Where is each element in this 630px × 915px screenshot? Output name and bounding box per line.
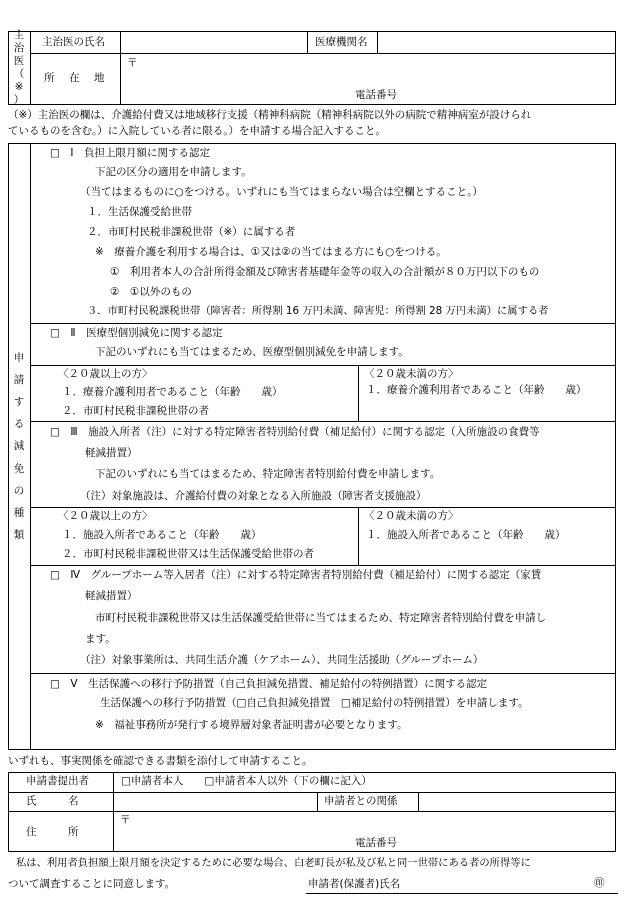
section-1-option[interactable]: ３．市町村民税課税世帯（障害者：所得割 16 万円未満、障害児：所得割 28 万円未満）に属する者 bbox=[87, 305, 549, 317]
institution-label: 医療機関名 bbox=[315, 36, 368, 48]
section-3-adult-option[interactable]: １．施設入所者であること（年齢 歳） bbox=[62, 529, 262, 541]
submitter-name-label: 氏 名 bbox=[26, 795, 79, 807]
consent-line-2: ついて調査することに同意します。 bbox=[8, 878, 176, 890]
section-3-title-cont: 軽減措置） bbox=[85, 447, 138, 459]
attachment-note: いずれも、事実関係を確認できる書類を添付して申請すること。 bbox=[8, 755, 313, 767]
section-2-minor-option[interactable]: １．療養介護利用者であること（年齢 歳） bbox=[366, 384, 587, 396]
doctor-address-field[interactable] bbox=[140, 56, 610, 88]
section-3-line: （注）対象施設は、介護給付費の対象となる入所施設（障害者支援施設） bbox=[80, 490, 427, 502]
section-4-title[interactable]: □ Ⅳ グループホーム等入居者（注）に対する特定障害者特別給付費（補足給付）に関する認定（家賃 bbox=[50, 569, 542, 581]
section-4-line: 市町村民税非課税世帯又は生活保護受給世帯に当てはまるため、特定障害者特別給付費を申請し bbox=[95, 612, 547, 624]
section-1-option[interactable]: １．生活保護受給世帯 bbox=[87, 206, 192, 218]
signature-field[interactable] bbox=[408, 876, 588, 892]
doctor-name-field[interactable] bbox=[122, 33, 306, 51]
section-2-adult-option[interactable]: ２．市町村民税非課税世帯の者 bbox=[62, 405, 209, 417]
section-4-title-cont: 軽減措置） bbox=[85, 590, 138, 602]
doctor-note-line-1: （※）主治医の欄は、介護給付費又は地域移行支援（精神科病院（精神科病院以外の病院で精神病室が設けられ bbox=[8, 109, 532, 121]
section-2-minor-header: 〈２０歳未満の方〉 bbox=[364, 368, 459, 380]
section-2-line: 下記のいずれにも当てはまるため、医療型個別減免を申請します。 bbox=[95, 346, 409, 358]
relation-label: 申請者との関係 bbox=[324, 795, 398, 807]
section-1-title[interactable]: □ Ⅰ 負担上限月額に関する認定 bbox=[50, 147, 211, 159]
signature-label: 申請者(保護者)氏名 bbox=[308, 878, 401, 890]
submitter-label: 申請書提出者 bbox=[26, 775, 89, 787]
doctor-side-label: 主 治 医 （ ※ ） bbox=[13, 28, 25, 107]
doctor-name-label: 主治医の氏名 bbox=[42, 36, 105, 48]
section-5-title[interactable]: □ Ⅴ 生活保護への移行予防措置（自己負担減免措置、補足給付の特例措置）に関する認定 bbox=[50, 678, 488, 690]
submitter-phone-label: 電話番号 bbox=[355, 837, 397, 849]
doctor-address-label: 所 在 地 bbox=[44, 72, 107, 84]
doctor-postal-mark: 〒 bbox=[127, 57, 138, 69]
seal-mark: ㊞ bbox=[594, 877, 605, 889]
section-5-line[interactable]: 生活保護への移行予防措置（□自己負担減免措置 □補足給付の特例措置）を申請します。 bbox=[100, 697, 529, 709]
section-3-title[interactable]: □ Ⅲ 施設入所者（注）に対する特定障害者特別給付費（補足給付）に関する認定（入所施設の食費等 bbox=[50, 426, 540, 438]
section-1-line: （当てはまるものに○をつける。いずれにも当てはまらない場合は空欄とすること。） bbox=[80, 186, 483, 198]
institution-field[interactable] bbox=[379, 33, 614, 51]
section-1-option[interactable]: ２．市町村民税非課税世帯（※）に属する者 bbox=[87, 226, 296, 238]
section-4-line: ます。 bbox=[85, 633, 116, 645]
submitter-options[interactable]: □申請者本人 □申請者本人以外（下の欄に記入） bbox=[121, 775, 372, 787]
section-3-adult-header: 〈２０歳以上の方〉 bbox=[58, 510, 153, 522]
section-3-minor-option[interactable]: １．施設入所者であること（年齢 歳） bbox=[366, 529, 566, 541]
section-1-option[interactable]: ② ①以外のもの bbox=[110, 286, 192, 298]
section-1-line: ※ 療養介護を利用する場合は、①又は②の当てはまる方にも○をつける。 bbox=[95, 246, 447, 258]
consent-line-1: 私は、利用者負担額上限月額を決定するために必要な場合、白老町長が私及び私と同一世帯にある者の所得等に bbox=[16, 857, 531, 869]
section-1-line: 下記の区分の適用を申請します。 bbox=[95, 166, 252, 178]
section-2-adult-header: 〈２０歳以上の方〉 bbox=[58, 368, 153, 380]
section-4-line: （注）対象事業所は、共同生活介護（ケアホーム）、共同生活援助（グループホーム） bbox=[80, 654, 484, 666]
section-5-line: ※ 福祉事務所が発行する境界層対象者証明書が必要となります。 bbox=[95, 719, 408, 731]
section-3-minor-header: 〈２０歳未満の方〉 bbox=[364, 510, 459, 522]
section-2-title[interactable]: □ Ⅱ 医療型個別減免に関する認定 bbox=[50, 327, 223, 339]
section-1-option[interactable]: ① 利用者本人の合計所得金額及び障害者基礎年金等の収入の合計額が８０万円以下のもの bbox=[110, 266, 540, 278]
submitter-postal-mark: 〒 bbox=[120, 814, 131, 826]
section-3-line: 下記のいずれにも当てはまるため、特定障害者特別給付費を申請します。 bbox=[95, 468, 441, 480]
doctor-note-line-2: ているものを含む。）に入院している者に限る。）を申請する場合記入すること。 bbox=[8, 125, 386, 137]
submitter-address-field[interactable] bbox=[133, 813, 610, 835]
section-2-adult-option[interactable]: １．療養介護利用者であること（年齢 歳） bbox=[62, 386, 283, 398]
submitter-address-label: 住 所 bbox=[26, 826, 79, 838]
doctor-phone-label: 電話番号 bbox=[355, 89, 397, 101]
relation-field[interactable] bbox=[420, 794, 614, 810]
reduction-type-side-label: 申 請 す る 減 免 の 種 類 bbox=[13, 352, 25, 541]
section-3-adult-option[interactable]: ２．市町村民税非課税世帯又は生活保護受給世帯の者 bbox=[62, 548, 314, 560]
submitter-name-field[interactable] bbox=[115, 794, 315, 810]
